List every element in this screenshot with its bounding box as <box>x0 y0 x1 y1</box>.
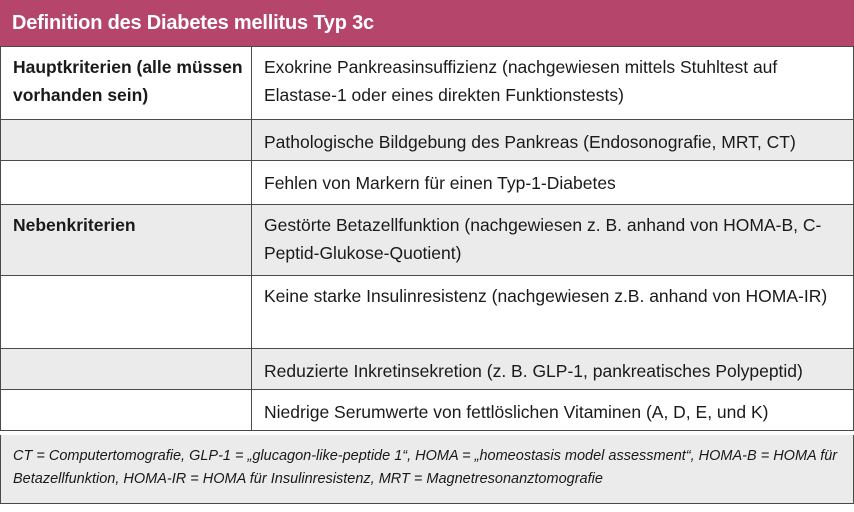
table-row <box>1 161 854 205</box>
row-label: Nebenkriterien <box>1 205 252 276</box>
table-row <box>1 205 854 276</box>
table-row <box>1 276 854 349</box>
row-label <box>1 349 252 390</box>
table-row <box>1 120 854 161</box>
table-title: Definition des Diabetes mellitus Typ 3c <box>0 0 854 46</box>
row-label: Hauptkriterien (alle müssen vorhanden sein) <box>1 47 252 120</box>
abbreviations-footnote: CT = Computertomografie, GLP-1 = „glucagon-like-peptide 1“, HOMA = „homeostasis model assessment“, HOMA-B = HOMA für Betazellfunktion, HOMA-IR = HOMA für Insulinresistenz, MRT = Magnetresonanztomografie <box>0 435 854 504</box>
row-description: Fehlen von Markern für einen Typ-1-Diabetes <box>252 161 854 205</box>
row-label <box>1 120 252 161</box>
row-description: Pathologische Bildgebung des Pankreas (Endosonografie, MRT, CT) <box>252 120 854 161</box>
table-row <box>1 390 854 431</box>
row-description: Keine starke Insulinresistenz (nachgewiesen z.B. anhand von HOMA-IR) <box>252 276 854 349</box>
row-description: Reduzierte Inkretinsekretion (z. B. GLP-1, pankreatisches Polypeptid) <box>252 349 854 390</box>
criteria-table <box>0 46 854 431</box>
row-description: Exokrine Pankreasinsuffizienz (nachgewiesen mittels Stuhltest auf Elastase-1 oder eines direkten Funktionstests) <box>252 47 854 120</box>
row-description: Niedrige Serumwerte von fettlöslichen Vitaminen (A, D, E, und K) <box>252 390 854 431</box>
table-row <box>1 349 854 390</box>
table-row <box>1 47 854 120</box>
row-label <box>1 390 252 431</box>
row-label <box>1 161 252 205</box>
row-label <box>1 276 252 349</box>
row-description: Gestörte Betazellfunktion (nachgewiesen z. B. anhand von HOMA-B, C-Peptid-Glukose-Quotient) <box>252 205 854 276</box>
